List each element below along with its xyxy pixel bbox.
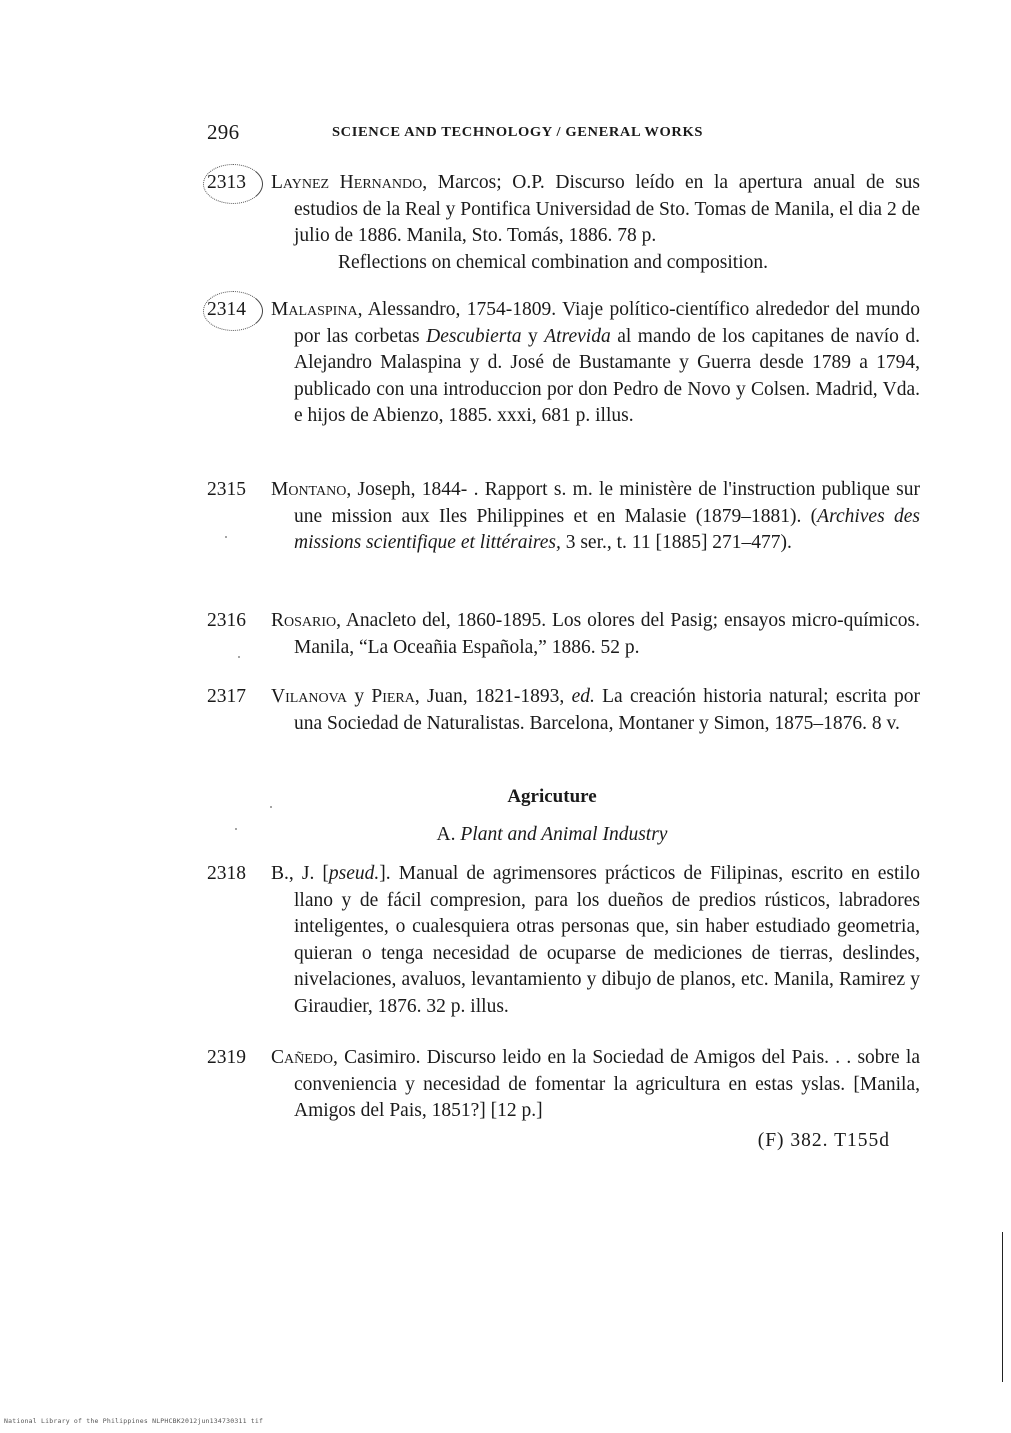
entry-italic: Descubierta [426,325,522,347]
entry-body: al mando de los capitanes de navío d. Alejandro Malaspina y d. José de Bustamante y Guerra desde 1789 a 1794, publicado con una introduccion por don Pedro de Novo y Colsen. Madrid, Vda. e hijos de Abienzo, 1885. xxxi, 681 p. illus. [294,325,920,426]
page-number: 296 [207,120,240,144]
entry-body: Casimiro. Discurso leido en la Sociedad de Amigos del Pais. . . sobre la conveniencia y necesidad de fomentar la agricultura en estas yslas. [Manila, Amigos del Pais, 1851?] [12 p.] [294,1047,921,1121]
entry-italic: Archives des missions scientifique et littéraires, [294,505,920,553]
entry-number: 2313 [207,172,246,193]
entry-text [271,608,920,661]
entry-body: Anacleto del, 1860-1895. Los olores del Pasig; ensayos micro-químicos. Manila, “La Oceañia Española,” 1886. 52 p. [294,610,920,658]
entry-italic: pseud. [328,863,380,884]
scan-edge-mark [1002,1232,1003,1382]
section-heading: Agricuture [507,786,597,807]
scan-footer: National Library of the Philippines NLPHCBK2012jun134730311 tif [4,1417,264,1425]
scan-speck [235,828,237,830]
entry-note: Reflections on chemical combination and composition. [338,251,768,273]
entry-author: Vilanova [271,686,348,707]
sub-heading [207,824,897,846]
running-title: SCIENCE AND TECHNOLOGY / GENERAL WORKS [332,124,704,140]
entry-body: y [528,325,538,347]
entry-2314 [207,297,920,457]
entry-joiner: y [354,686,365,707]
entry-number: 2317 [207,686,246,707]
sub-heading-title: Plant and Animal Industry [460,824,668,845]
entry-author: Montano, [271,479,352,500]
entry-text [271,297,920,430]
entry-number: 2314 [207,299,246,320]
entry-text [271,861,920,1020]
entry-number: 2318 [207,863,246,884]
entry-number: 2319 [207,1047,246,1068]
entry-body: Marcos; O.P. Discurso leído en la apertura anual de sus estudios de la Real y Pontifica Universidad de Sto. Tomas de Manila, el dia 2 de julio de 1886. Manila, Sto. Tomás, 1886. 78 p. [294,172,921,246]
scan-speck [225,536,227,538]
entry-body: La creación historia natural; escrita por una Sociedad de Naturalistas. Barcelona, Montaner y Simon, 1875–1876. 8 v. [294,686,921,734]
entry-2315 [207,477,921,587]
entry-author: Rosario, [271,610,341,631]
entry-number: 2315 [207,479,246,500]
scan-speck [238,656,240,658]
entry-author: B., J. [ [271,863,329,884]
entry-number: 2316 [207,610,246,631]
entry-body: Juan, 1821-1893, [427,686,565,707]
entry-author: Cañedo, [271,1047,338,1068]
entry-2313 [207,170,921,280]
entry-text [271,684,920,737]
entry-author: Piera, [371,686,420,707]
entry-body: 3 ser., t. 11 [1885] 271–477). [565,532,792,553]
call-number: (F) 382. T155d [757,1130,890,1151]
entry-body: Alessandro, 1754-1809. Viaje político-científico alrededor del mundo por las corbetas [294,299,920,347]
scan-speck [270,806,272,808]
entry-body: Joseph, 1844- . Rapport s. m. le ministère de l'instruction publique sur une mission aux Iles Philippines et en Malasie (1879–1881). ( [294,479,921,527]
entry-text [271,170,920,276]
entry-2316 [207,608,920,668]
entry-body: ]. Manual de agrimensores prácticos de Filipinas, escrito en estilo llano y de fácil compresion, para los dueños de predios rústicos, labradores inteligentes, o cualesquiera otras personas que, sin haber estudiado geometria, quieran o tenga necesidad de ocuparse de mediciones de tierras, deslindes, nivelaciones, avaluos, levantamiento y dibujo de planos, etc. Manila, Ramirez y Giraudier, 1876. 32 p. illus. [294,863,920,1017]
entry-author: Malaspina, [271,299,363,320]
entry-italic: ed. [571,686,595,707]
entry-text [271,1045,920,1125]
entry-2317 [207,684,921,770]
entry-2319 [207,1045,921,1131]
entry-author: Laynez Hernando, [271,172,428,193]
entry-text [271,477,920,557]
entry-italic: Atrevida [544,325,611,347]
sub-heading-prefix: A. [436,824,456,845]
entry-2318 [207,861,920,1026]
